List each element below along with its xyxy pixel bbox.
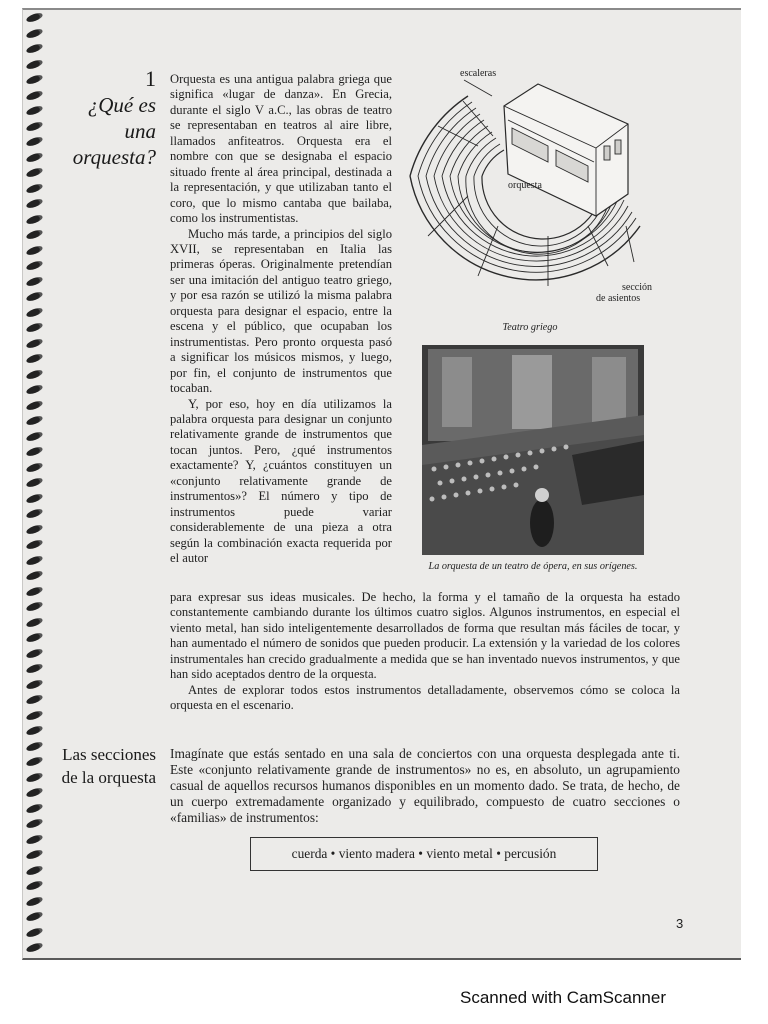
binding-ring — [25, 290, 43, 302]
binding-ring — [25, 197, 43, 209]
binding-ring — [25, 476, 43, 488]
binding-ring — [25, 724, 43, 736]
binding-ring — [25, 58, 43, 70]
body-text-sections — [170, 746, 680, 826]
binding-ring — [25, 461, 43, 473]
binding-ring — [25, 275, 43, 287]
binding-ring — [25, 523, 43, 535]
binding-ring — [25, 228, 43, 240]
section-title: ¿Qué es una orquesta? — [72, 93, 156, 169]
binding-ring — [25, 802, 43, 814]
binding-ring — [25, 910, 43, 922]
label-orchestra: orquesta — [508, 180, 542, 191]
binding-ring — [25, 755, 43, 767]
binding-ring — [25, 848, 43, 860]
binding-ring — [25, 647, 43, 659]
opera-orchestra-caption: La orquesta de un teatro de ópera, en sus orígenes. — [428, 561, 638, 572]
paragraph: Antes de explorar todos estos instrumentos detalladamente, observemos cómo se coloca la orquesta en el escenario. — [170, 682, 680, 713]
binding-ring — [25, 926, 43, 938]
binding-ring — [25, 817, 43, 829]
instrument-families-box — [250, 837, 598, 871]
binding-ring — [25, 42, 43, 54]
binding-ring — [25, 833, 43, 845]
binding-ring — [25, 11, 43, 23]
opera-engraving-drawing — [422, 345, 644, 555]
binding-ring — [25, 430, 43, 442]
binding-ring — [25, 538, 43, 550]
binding-ring — [25, 352, 43, 364]
binding-ring — [25, 321, 43, 333]
binding-ring — [25, 941, 43, 953]
section-heading-what-is-orchestra — [60, 66, 156, 170]
binding-ring — [25, 399, 43, 411]
binding-ring — [25, 151, 43, 163]
binding-ring — [25, 166, 43, 178]
binding-ring — [25, 507, 43, 519]
binding-ring — [25, 678, 43, 690]
binding-ring — [25, 368, 43, 380]
label-stairs: escaleras — [460, 68, 497, 79]
binding-ring — [25, 693, 43, 705]
binding-ring — [25, 135, 43, 147]
binding-ring — [25, 879, 43, 891]
binding-ring — [25, 662, 43, 674]
binding-ring — [25, 306, 43, 318]
section-number: 1 — [145, 66, 156, 91]
binding-ring — [25, 492, 43, 504]
binding-ring — [25, 569, 43, 581]
binding-ring — [25, 771, 43, 783]
binding-ring — [25, 864, 43, 876]
binding-ring — [25, 259, 43, 271]
paragraph: para expresar sus ideas musicales. De hecho, la forma y el tamaño de la orquesta ha estado constantemente cambiando durante los últimos cuatro siglos. Algunos instrumentos, en especial el viento metal, han sido inteligentemente desarrollados de forma que resultan más fáciles de tocar, y han aumentado el número de sonidos que pueden producir. La extensión y la variedad de los colores instrumentales han crecido gradualmente a medida que se han inventado nuevos instrumentos, y que han sido aceptados dentro de la orquesta. — [170, 590, 680, 682]
paragraph: Mucho más tarde, a principios del siglo XVII, se representaban en Italia las primeras óperas. Originalmente pretendían ser una imitación del antiguo teatro griego, y por esa razón se utilizó la misma palabra orquesta para designar el espacio, entre la escena y el público, que ocupaban los instrumentistas. Pero pronto orquesta pasó a significar los músicos mismos, y luego, por fin, el conjunto de instrumentos que tocaban. — [170, 226, 392, 396]
binding-ring — [25, 182, 43, 194]
binding-ring — [25, 554, 43, 566]
instrument-families-text: cuerda • viento madera • viento metal • percusión — [291, 846, 557, 861]
binding-ring — [25, 337, 43, 349]
binding-ring — [25, 585, 43, 597]
body-text-narrow-column — [170, 72, 392, 567]
binding-ring — [25, 89, 43, 101]
binding-ring — [25, 383, 43, 395]
spiral-binding — [26, 8, 46, 958]
greek-theatre-caption: Teatro griego — [502, 322, 558, 333]
binding-ring — [25, 895, 43, 907]
binding-ring — [25, 104, 43, 116]
body-text-wide — [170, 590, 680, 714]
binding-ring — [25, 631, 43, 643]
section-heading-orchestra-sections: Las secciones de la orquesta — [61, 745, 156, 787]
binding-ring — [25, 709, 43, 721]
binding-ring — [25, 740, 43, 752]
label-seat-section-line2: de asientos — [596, 293, 641, 304]
label-seat-section-line1: sección — [622, 282, 652, 293]
binding-ring — [25, 244, 43, 256]
scanner-watermark: Scanned with CamScanner — [460, 988, 667, 1007]
paragraph: Orquesta es una antigua palabra griega que significa «lugar de danza». En Grecia, durante el siglo V a.C., las obras de teatro se representaban en teatros al aire libre, llamados anfiteatros. Orquesta era el nombre con que se designaba el espacio situado frente al área principal, destinada a la representación, y que utilizaban tanto el coro, que lo mismo cantaba que bailaba, como los instrumentistas. — [170, 72, 392, 226]
binding-ring — [25, 786, 43, 798]
binding-ring — [25, 120, 43, 132]
binding-ring — [25, 414, 43, 426]
paragraph: Y, por eso, hoy en día utilizamos la palabra orquesta para designar un conjunto relativamente grande de instrumentos que tocan juntos. Pero, ¿qué instrumentos exactamente? Y, ¿cuántos constituyen un «conjunto relativamente grande de instrumentos»? El número y tipo de instrumentos puede variar considerablemente de una pieza a otra según la combinación exacta requerida por el autor — [170, 396, 392, 566]
binding-ring — [25, 616, 43, 628]
paragraph: Imagínate que estás sentado en una sala de conciertos con una orquesta desplegada ante ti. Este «conjunto relativamente grande de instrumentos» no es, en absoluto, un agrupamiento casual de aquellos recursos humanos disponibles en un momento dado. Se trata, de hecho, de un cuerpo extremadamente organizado y equilibrado, compuesto de cuatro secciones o «familias» de instrumentos: — [170, 746, 680, 825]
page-number: 3 — [676, 916, 684, 931]
greek-theatre-illustration — [408, 66, 670, 316]
greek-theatre-drawing — [408, 66, 670, 316]
binding-ring — [25, 213, 43, 225]
binding-ring — [25, 600, 43, 612]
binding-ring — [25, 445, 43, 457]
opera-orchestra-engraving — [422, 345, 644, 555]
binding-ring — [25, 27, 43, 39]
binding-ring — [25, 73, 43, 85]
